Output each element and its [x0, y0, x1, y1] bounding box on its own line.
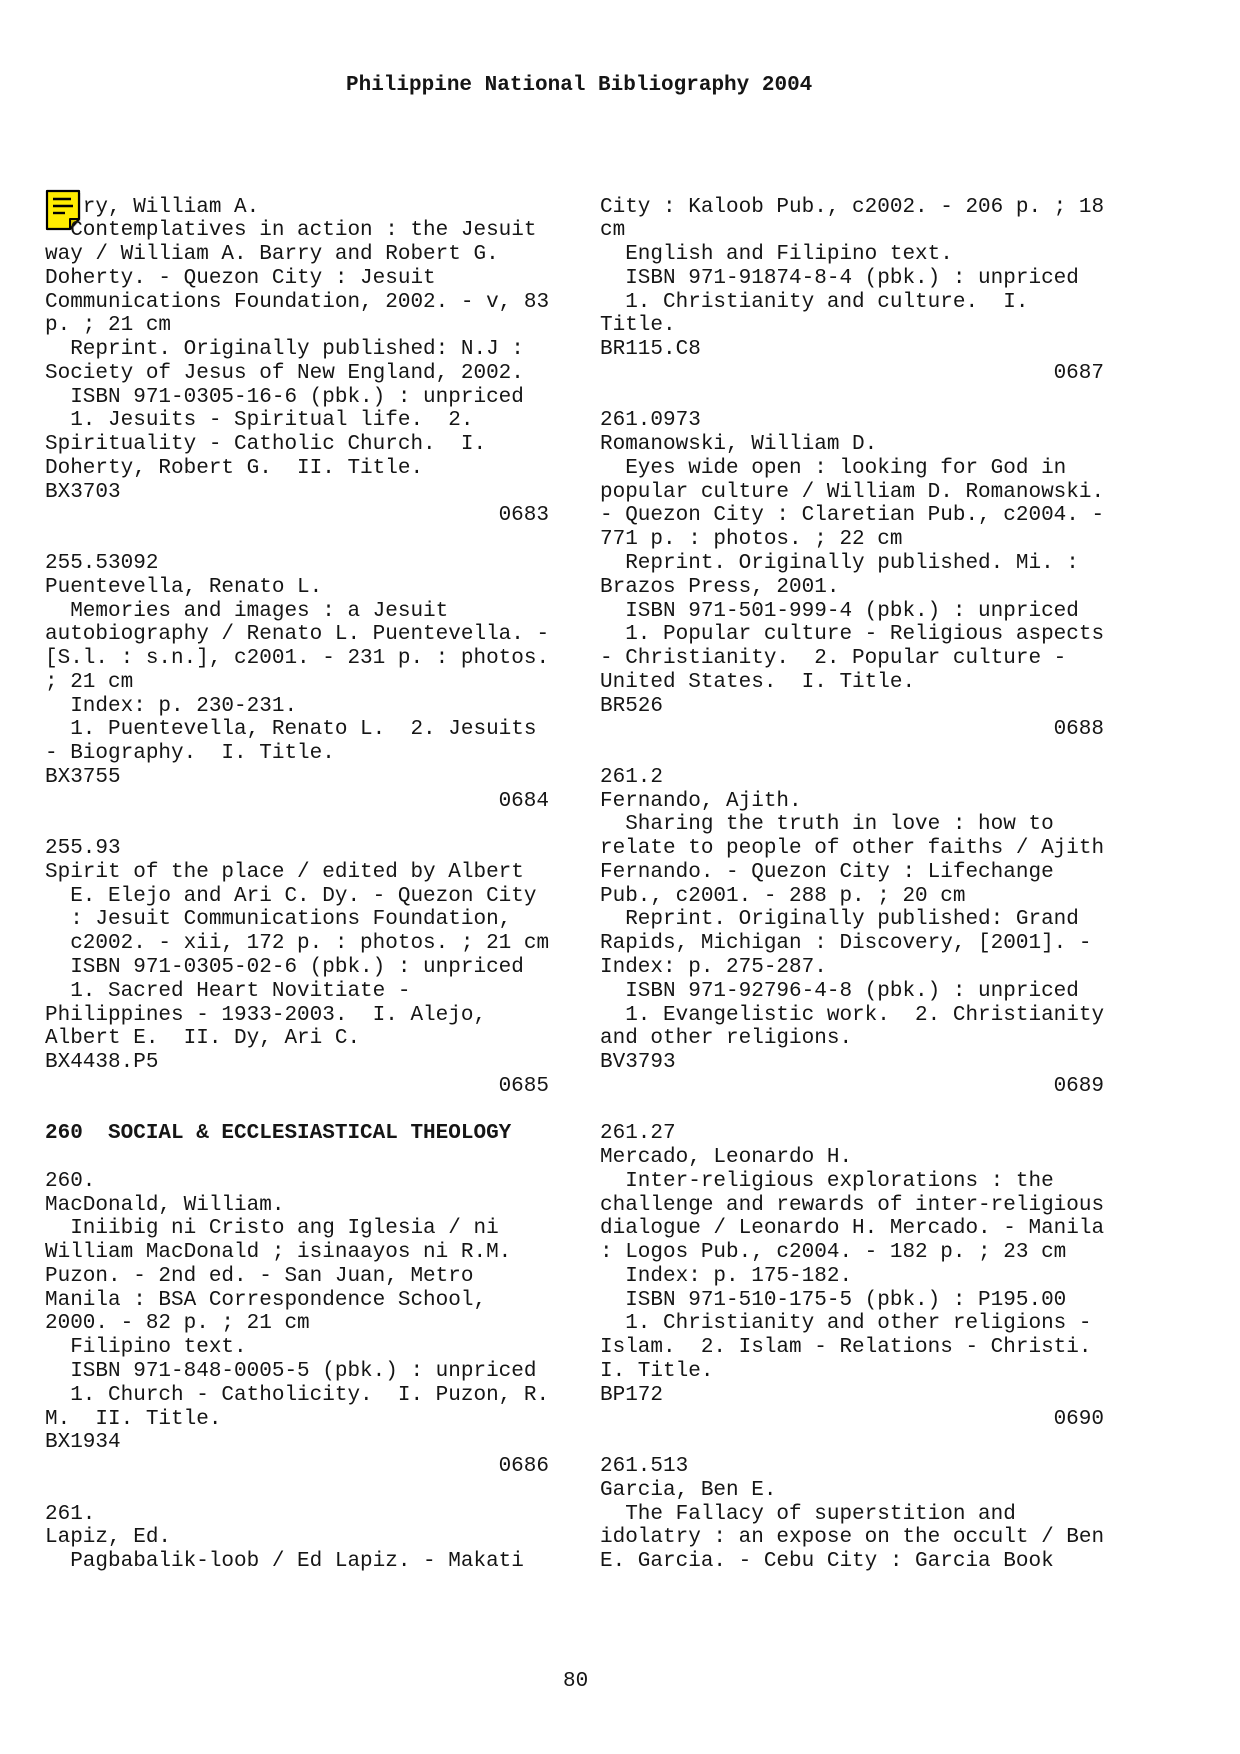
page-number: 80 — [563, 1670, 589, 1693]
entry-line: relate to people of other faiths / Ajith — [600, 837, 1105, 861]
entry-line: dialogue / Leonardo H. Mercado. - Manila — [600, 1217, 1105, 1241]
section-heading: 260 SOCIAL & ECCLESIASTICAL THEOLOGY — [45, 1122, 512, 1146]
entry-line: ISBN 971-501-999-4 (pbk.) : unpriced — [600, 599, 1079, 623]
entry-number: 0685 — [498, 1074, 549, 1098]
entry-line: E. Elejo and Ari C. Dy. - Quezon City — [45, 884, 537, 908]
entry-line: Communications Foundation, 2002. - v, 83 — [45, 290, 550, 314]
entry-line: Sharing the truth in love : how to — [600, 813, 1054, 837]
entry-line: way / William A. Barry and Robert G. — [45, 243, 499, 267]
entry-line: MacDonald, William. — [45, 1193, 285, 1217]
entry-line: cm — [600, 219, 626, 243]
bibliographic-entry — [600, 1455, 1104, 1574]
entry-line: 1. Church - Catholicity. I. Puzon, R. — [45, 1383, 550, 1407]
entry-line: ISBN 971-510-175-5 (pbk.) : P195.00 — [600, 1288, 1067, 1312]
entry-line: : Logos Pub., c2004. - 182 p. ; 23 cm — [600, 1241, 1067, 1265]
class-number: 261.27 — [600, 1122, 676, 1146]
entry-line: Mercado, Leonardo H. — [600, 1146, 853, 1170]
entry-line: BX3755 — [45, 765, 121, 789]
entry-line: Eyes wide open : looking for God in — [600, 456, 1067, 480]
class-number: 261.513 — [600, 1455, 689, 1479]
entry-line: ISBN 971-91874-8-4 (pbk.) : unpriced — [600, 266, 1079, 290]
entry-line: Reprint. Originally published: N.J : — [45, 338, 524, 362]
entry-line: p. ; 21 cm — [45, 314, 172, 338]
bibliographic-entry — [600, 409, 1104, 742]
entry-line: : Jesuit Communications Foundation, — [45, 908, 512, 932]
entry-line: Filipino text. — [45, 1336, 247, 1360]
entry-line: I. Title. — [600, 1360, 714, 1384]
entry-line: Spirit of the place / edited by Albert — [45, 860, 524, 884]
entry-line: Index: p. 275-287. — [600, 956, 827, 979]
entry-line: United States. I. Title. — [600, 670, 916, 694]
entry-line: [S.l. : s.n.], c2001. - 231 p. : photos. — [45, 647, 550, 671]
right-column — [600, 196, 1104, 1598]
entry-number: 0690 — [1053, 1407, 1104, 1431]
entry-line: 2000. - 82 p. ; 21 cm — [45, 1312, 310, 1336]
entry-line: Puzon. - 2nd ed. - San Juan, Metro — [45, 1264, 474, 1288]
entry-line: Inter-religious explorations : the — [600, 1169, 1054, 1193]
class-number: 261.0973 — [600, 409, 701, 433]
entry-number: 0686 — [498, 1455, 549, 1479]
entry-line: ry, William A. — [82, 195, 260, 219]
entry-line: Fernando, Ajith. — [600, 789, 802, 813]
bibliographic-entry — [45, 1170, 549, 1479]
entry-line: c2002. - xii, 172 p. : photos. ; 21 cm — [45, 932, 550, 956]
class-number: 261. — [45, 1502, 96, 1526]
entry-line: Title. — [600, 314, 676, 338]
section-heading-block — [45, 1122, 549, 1146]
bibliographic-entry — [600, 196, 1104, 386]
entry-line: Doherty. - Quezon City : Jesuit — [45, 266, 436, 290]
entry-line: 1. Christianity and culture. I. — [600, 290, 1029, 314]
entry-line: Philippines - 1933-2003. I. Alejo, — [45, 1003, 487, 1027]
entry-line: 1. Christianity and other religions - — [600, 1312, 1092, 1336]
entry-line: English and Filipino text. — [600, 243, 953, 267]
entry-line: BX4438.P5 — [45, 1051, 159, 1075]
entry-line: Memories and images : a Jesuit — [45, 599, 449, 623]
entry-line: Reprint. Originally published. Mi. : — [600, 551, 1079, 575]
entry-line: BP172 — [600, 1383, 664, 1407]
entry-line: ISBN 971-0305-02-6 (pbk.) : unpriced — [45, 956, 524, 979]
entry-line: Garcia, Ben E. — [600, 1478, 777, 1502]
left-column — [45, 196, 549, 1598]
entry-line: 1. Puentevella, Renato L. 2. Jesuits — [45, 718, 537, 742]
bibliographic-entry — [45, 196, 549, 529]
entry-line: idolatry : an expose on the occult / Ben — [600, 1526, 1105, 1550]
entry-line: challenge and rewards of inter-religious — [600, 1193, 1105, 1217]
bibliographic-entry — [600, 1122, 1104, 1431]
entry-line: and other religions. — [600, 1027, 853, 1051]
entry-line: - Quezon City : Claretian Pub., c2004. - — [600, 504, 1105, 528]
entry-line: 771 p. : photos. ; 22 cm — [600, 528, 903, 552]
entry-line: Rapids, Michigan : Discovery, [2001]. - — [600, 932, 1092, 956]
entry-line: E. Garcia. - Cebu City : Garcia Book — [600, 1550, 1054, 1574]
entry-line: autobiography / Renato L. Puentevella. - — [45, 623, 550, 647]
entry-line: ISBN 971-0305-16-6 (pbk.) : unpriced — [45, 385, 524, 409]
entry-line: BV3793 — [600, 1051, 676, 1075]
entry-line: 1. Sacred Heart Novitiate - — [45, 979, 411, 1003]
entry-line: Brazos Press, 2001. — [600, 575, 840, 599]
entry-line: BR526 — [600, 694, 664, 718]
entry-line: Index: p. 175-182. — [600, 1264, 853, 1288]
entry-line: Contemplatives in action : the Jesuit — [45, 219, 537, 243]
entry-line: City : Kaloob Pub., c2002. - 206 p. ; 18 — [600, 195, 1105, 219]
entry-line: Albert E. II. Dy, Ari C. — [45, 1027, 361, 1051]
entry-line: Fernando. - Quezon City : Lifechange — [600, 860, 1054, 884]
entry-line: BX1934 — [45, 1431, 121, 1455]
entry-line: Society of Jesus of New England, 2002. — [45, 361, 524, 385]
entry-number: 0687 — [1053, 361, 1104, 385]
entry-line: William MacDonald ; isinaayos ni R.M. — [45, 1241, 512, 1265]
entry-line: M. II. Title. — [45, 1407, 222, 1431]
entry-line: Islam. 2. Islam - Relations - Christi. — [600, 1336, 1092, 1360]
page-title: Philippine National Bibliography 2004 — [346, 74, 813, 97]
bibliographic-entry — [45, 1503, 549, 1574]
entry-line: ISBN 971-92796-4-8 (pbk.) : unpriced — [600, 979, 1079, 1003]
entry-line: BR115.C8 — [600, 338, 701, 362]
bibliographic-entry — [45, 552, 549, 813]
bibliographic-entry — [600, 766, 1104, 1099]
entry-line: Doherty, Robert G. II. Title. — [45, 456, 424, 480]
class-number: 255.53092 — [45, 551, 159, 575]
entry-line: Romanowski, William D. — [600, 433, 878, 457]
entry-line: Manila : BSA Correspondence School, — [45, 1288, 487, 1312]
class-number: 255.93 — [45, 837, 121, 861]
entry-line: ISBN 971-848-0005-5 (pbk.) : unpriced — [45, 1360, 537, 1384]
entry-number: 0688 — [1053, 718, 1104, 742]
entry-number: 0684 — [498, 789, 549, 813]
class-number: 261.2 — [600, 765, 664, 789]
entry-line: ; 21 cm — [45, 670, 134, 694]
entry-line: - Christianity. 2. Popular culture - — [600, 647, 1067, 671]
entry-line: The Fallacy of superstition and — [600, 1502, 1016, 1526]
entry-line: Pub., c2001. - 288 p. ; 20 cm — [600, 884, 966, 908]
entry-line: popular culture / William D. Romanowski. — [600, 480, 1105, 504]
entry-line: Reprint. Originally published: Grand — [600, 908, 1079, 932]
entry-line: 1. Jesuits - Spiritual life. 2. — [45, 409, 474, 433]
entry-line: 1. Popular culture - Religious aspects — [600, 623, 1105, 647]
class-number: 260. — [45, 1169, 96, 1193]
entry-number: 0689 — [1053, 1074, 1104, 1098]
entry-line: Pagbabalik-loob / Ed Lapiz. - Makati — [45, 1550, 524, 1574]
entry-line: 1. Evangelistic work. 2. Christianity — [600, 1003, 1105, 1027]
entry-line: - Biography. I. Title. — [45, 742, 335, 766]
entry-line: Puentevella, Renato L. — [45, 575, 323, 599]
entry-line: BX3703 — [45, 480, 121, 504]
entry-line: Iniibig ni Cristo ang Iglesia / ni — [45, 1217, 499, 1241]
entry-line: Lapiz, Ed. — [45, 1526, 172, 1550]
entry-number: 0683 — [498, 504, 549, 528]
entry-line: Index: p. 230-231. — [45, 694, 298, 718]
bibliographic-entry — [45, 837, 549, 1098]
entry-line: Spirituality - Catholic Church. I. — [45, 433, 487, 457]
